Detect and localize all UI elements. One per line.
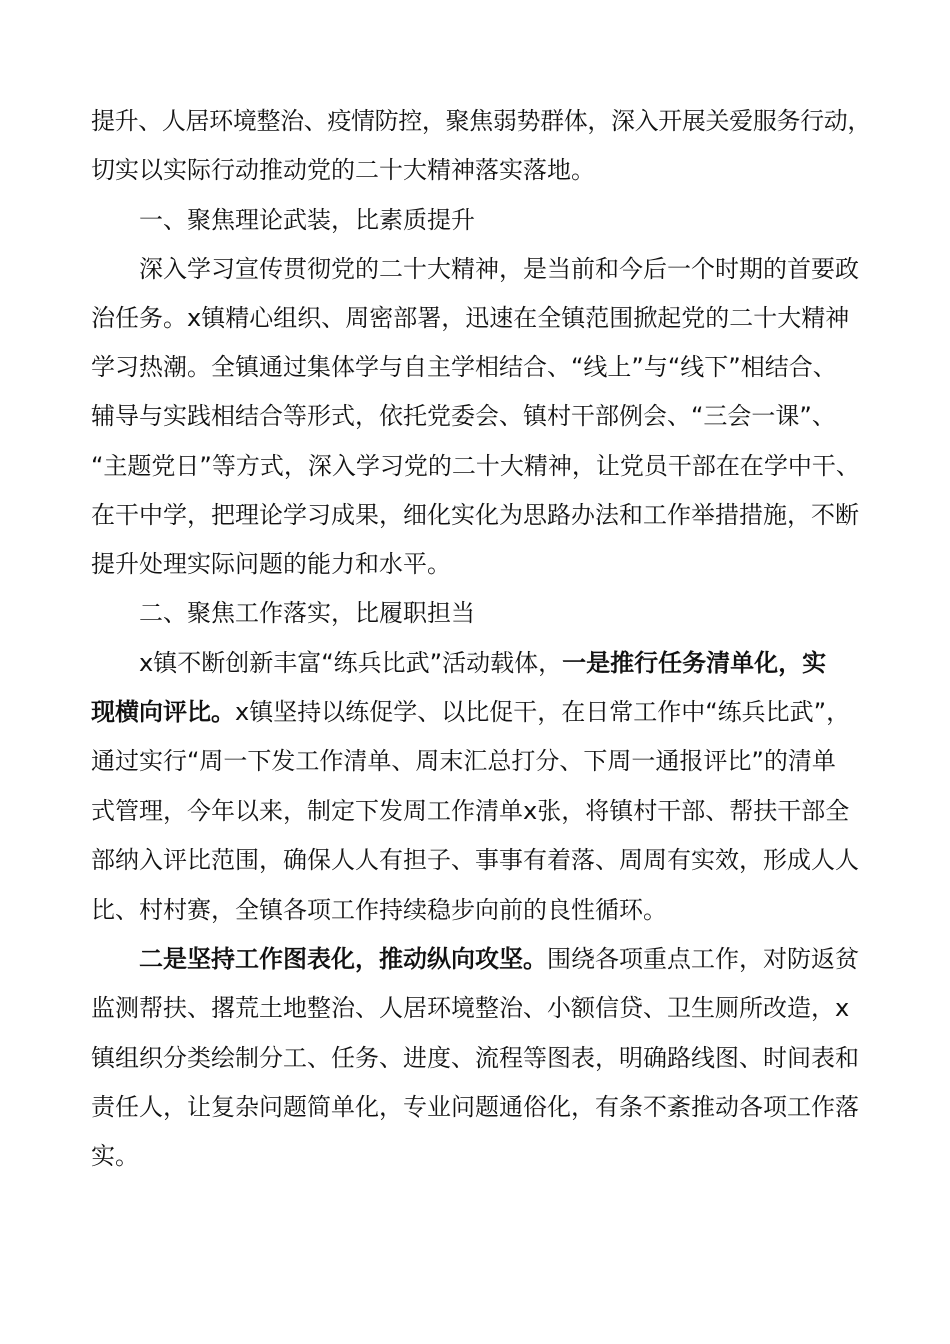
text-segment: 镇组织分类绘制分工、任务、进度、流程等图表，明确路线图、时间表和 (91, 1044, 859, 1072)
text-segment: “主题党日”等方式，深入学习党的二十大精神，让党员干部在在学中干、 (91, 452, 860, 480)
bold-text-segment: 二是坚持工作图表化，推动纵向攻坚。 (139, 945, 547, 973)
text-line (91, 1083, 871, 1132)
text-segment: 通过实行“周一下发工作清单、周末汇总打分、下周一通报评比”的清单 (91, 747, 836, 775)
text-line (91, 146, 871, 195)
text-line (91, 491, 871, 540)
text-line (91, 935, 871, 984)
text-line (91, 787, 871, 836)
text-line (91, 1132, 871, 1181)
text-line (91, 540, 871, 589)
text-segment: 治任务。x镇精心组织、周密部署，迅速在全镇范围掀起党的二十大精神 (91, 304, 850, 332)
text-segment: 深入学习宣传贯彻党的二十大精神，是当前和今后一个时期的首要政 (91, 255, 859, 283)
text-segment: 责任人，让复杂问题简单化，专业问题通俗化，有条不紊推动各项工作落 (91, 1093, 859, 1121)
text-line (91, 688, 871, 737)
text-segment: 在干中学，把理论学习成果，细化实化为思路办法和工作举措措施，不断 (91, 501, 859, 529)
text-line (91, 343, 871, 392)
text-segment: 实。 (91, 1142, 139, 1170)
text-segment: 辅导与实践相结合等形式，依托党委会、镇村干部例会、“三会一课”、 (91, 402, 836, 430)
text-segment (91, 945, 139, 973)
text-line (91, 984, 871, 1033)
text-line (91, 836, 871, 885)
text-segment: 比、村村赛，全镇各项工作持续稳步向前的良性循环。 (91, 896, 667, 924)
text-line (91, 196, 871, 245)
text-segment: x镇不断创新丰富“练兵比武”活动载体， (91, 649, 563, 677)
bold-text-segment: 一是推行任务清单化，实 (562, 649, 827, 677)
text-segment: 式管理，今年以来，制定下发周工作清单x张，将镇村干部、帮扶干部全 (91, 797, 850, 825)
text-segment: 提升、人居环境整治、疫情防控，聚焦弱势群体，深入开展关爱服务行动， (91, 107, 871, 135)
text-line (91, 294, 871, 343)
text-line (91, 245, 871, 294)
text-line (91, 737, 871, 786)
text-line (91, 392, 871, 441)
text-segment: 围绕各项重点工作，对防返贫 (547, 945, 859, 973)
text-segment: x镇坚持以练促学、以比促干，在日常工作中“练兵比武”， (235, 698, 851, 726)
text-line (91, 639, 871, 688)
text-line (91, 97, 871, 146)
text-segment: 提升处理实际问题的能力和水平。 (91, 550, 451, 578)
text-segment: 切实以实际行动推动党的二十大精神落实落地。 (91, 156, 595, 184)
bold-text-segment: 现横向评比。 (91, 698, 235, 726)
text-segment: 学习热潮。全镇通过集体学与自主学相结合、“线上”与“线下”相结合、 (91, 353, 837, 381)
text-segment: 监测帮扶、撂荒土地整治、人居环境整治、小额信贷、卫生厕所改造，x (91, 994, 850, 1022)
text-line (91, 1034, 871, 1083)
text-segment: 二、聚焦工作落实，比履职担当 (91, 599, 475, 627)
text-line (91, 442, 871, 491)
text-line (91, 589, 871, 638)
text-segment: 一、聚焦理论武装，比素质提升 (91, 206, 475, 234)
text-segment: 部纳入评比范围，确保人人有担子、事事有着落、周周有实效，形成人人 (91, 846, 859, 874)
text-line (91, 886, 871, 935)
